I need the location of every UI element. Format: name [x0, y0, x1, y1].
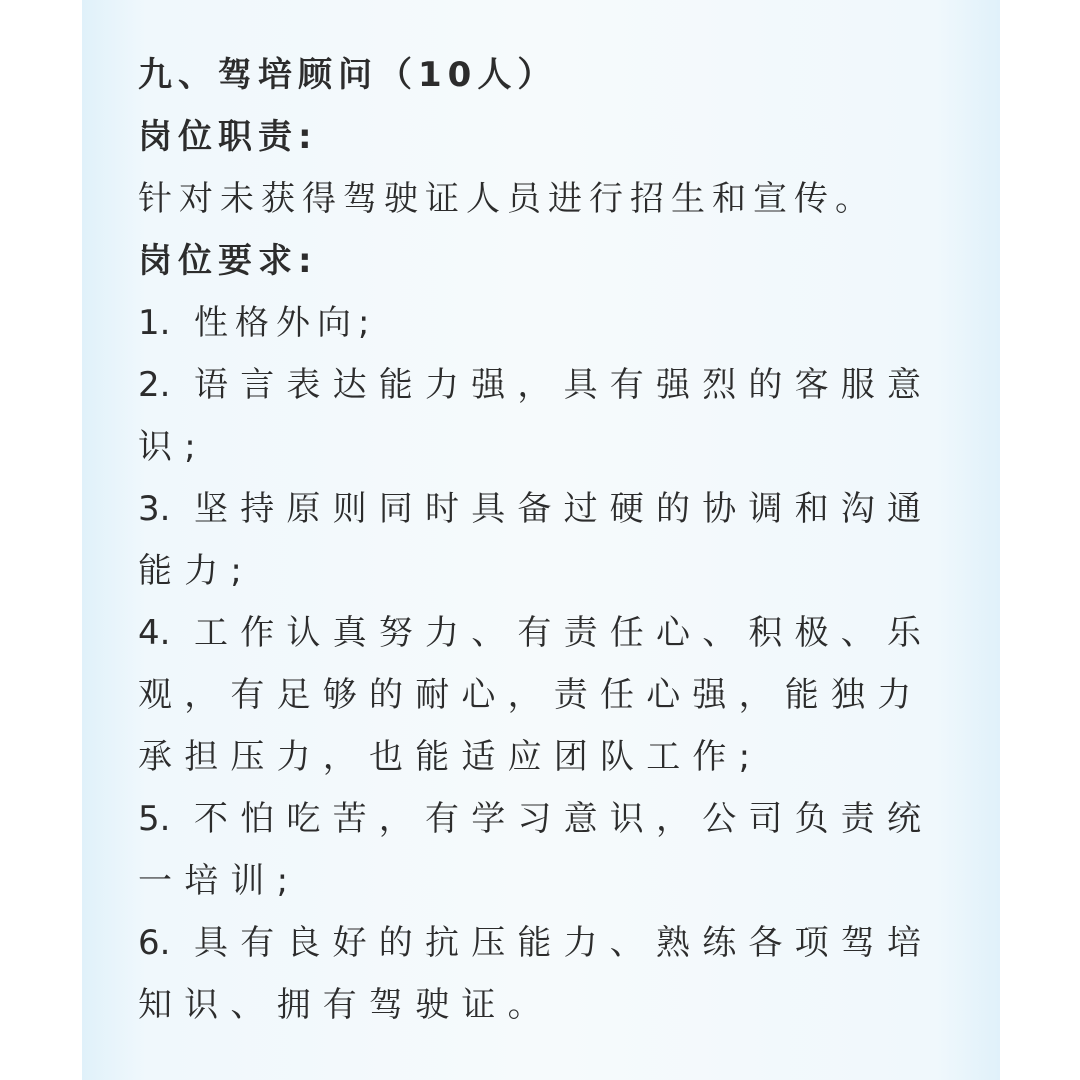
section-title: 九、驾培顾问（10人）: [138, 55, 558, 95]
requirement-text: 语言表达能力强，具有强烈的客服意识;: [138, 365, 934, 467]
requirements-heading: 岗位要求:: [138, 241, 318, 281]
requirement-item: [138, 292, 950, 354]
duties-text: 针对未获得驾驶证人员进行招生和宣传。: [138, 179, 876, 219]
duties-heading: 岗位职责:: [138, 117, 318, 157]
requirement-number: 1.: [138, 303, 171, 343]
requirement-text: 性格外向;: [194, 303, 377, 343]
requirement-text: 具有良好的抗压能力、熟练各项驾培知识、拥有驾驶证。: [138, 923, 934, 1025]
requirement-number: 3.: [138, 489, 171, 529]
requirement-number: 2.: [138, 365, 171, 405]
requirement-number: 6.: [138, 923, 171, 963]
requirement-item: [138, 788, 950, 912]
requirement-text: 工作认真努力、有责任心、积极、乐观，有足够的耐心，责任心强，能独力承担压力，也能适应团队工作;: [138, 613, 934, 777]
requirement-item: [138, 478, 950, 602]
requirement-number: 5.: [138, 799, 171, 839]
requirement-text: 坚持原则同时具备过硬的协调和沟通能力;: [138, 489, 934, 591]
requirement-item: [138, 354, 950, 478]
requirement-text: 不怕吃苦，有学习意识，公司负责统一培训;: [138, 799, 934, 901]
document-content: [138, 44, 950, 1036]
requirement-item: [138, 912, 950, 1036]
requirement-item: [138, 602, 950, 788]
requirement-number: 4.: [138, 613, 171, 653]
